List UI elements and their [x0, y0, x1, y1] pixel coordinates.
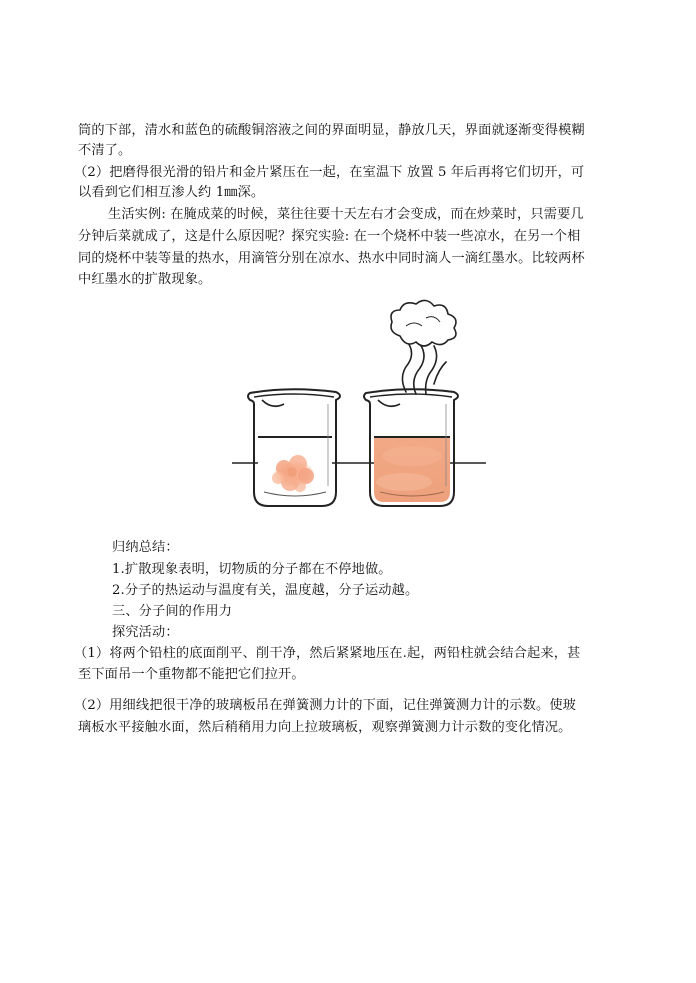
steam-wisps	[402, 340, 446, 394]
paragraph-line: 中红墨水的扩散现象。	[78, 272, 212, 287]
paragraph-line: 筒的下部，清水和蓝色的硫酸铜溶液之间的界面明显，静放几天，界面就逐渐变得模糊	[78, 123, 585, 138]
section-heading: 三、分子间的作用力	[112, 604, 233, 619]
paragraph-line: 璃板水平接触水面，然后稍稍用力向上拉玻璃板，观察弹簧测力计示数的变化情况。	[78, 720, 572, 735]
cold-water-beaker	[248, 389, 340, 506]
paragraph-line: 分钟后菜就成了，这是什么原因呢？探究实验: 在一个烧杯中装一些凉水，在另一个相	[78, 229, 581, 244]
paragraph-line: 至下面吊一个重物都不能把它们拉开。	[78, 667, 305, 682]
paragraph-line: 同的烧杯中装等量的热水，用滴管分别在凉水、热水中同时滴人一滴红墨水。比较两杯	[78, 251, 585, 266]
paragraph-line: （2）把磨得很光滑的铅片和金片紧压在一起，在室温下 放置 5 年后再将它们切开，可	[74, 165, 585, 180]
paragraph-line: （1）将两个铅柱的底面削平、削干净，然后紧紧地压在.起，两铅柱就会结合起来，甚	[74, 646, 581, 661]
diffusion-beakers-figure	[228, 296, 490, 518]
hot-water-beaker	[364, 300, 458, 506]
activity-label: 探究活动：	[112, 625, 179, 640]
summary-heading: 归纳总结：	[112, 540, 179, 555]
steam-cloud	[391, 300, 456, 346]
paragraph-line: 以看到它们相互渗人约 1㎜深。	[78, 185, 265, 200]
summary-item: 2.分子的热运动与温度有关，温度越，分子运动越。	[112, 583, 419, 598]
paragraph-line: 生活实例: 在腌成菜的时候，菜往往要十天左右才会变成，而在炒菜时，只需要几	[108, 207, 584, 222]
paragraph-line: 不清了。	[78, 143, 132, 158]
summary-item: 1.扩散现象表明，切物质的分子都在不停地做。	[112, 562, 392, 577]
paragraph-line: （2）用细线把很干净的玻璃板吊在弹簧测力计的下面，记住弹簧测力计的示数。使玻	[74, 698, 577, 713]
